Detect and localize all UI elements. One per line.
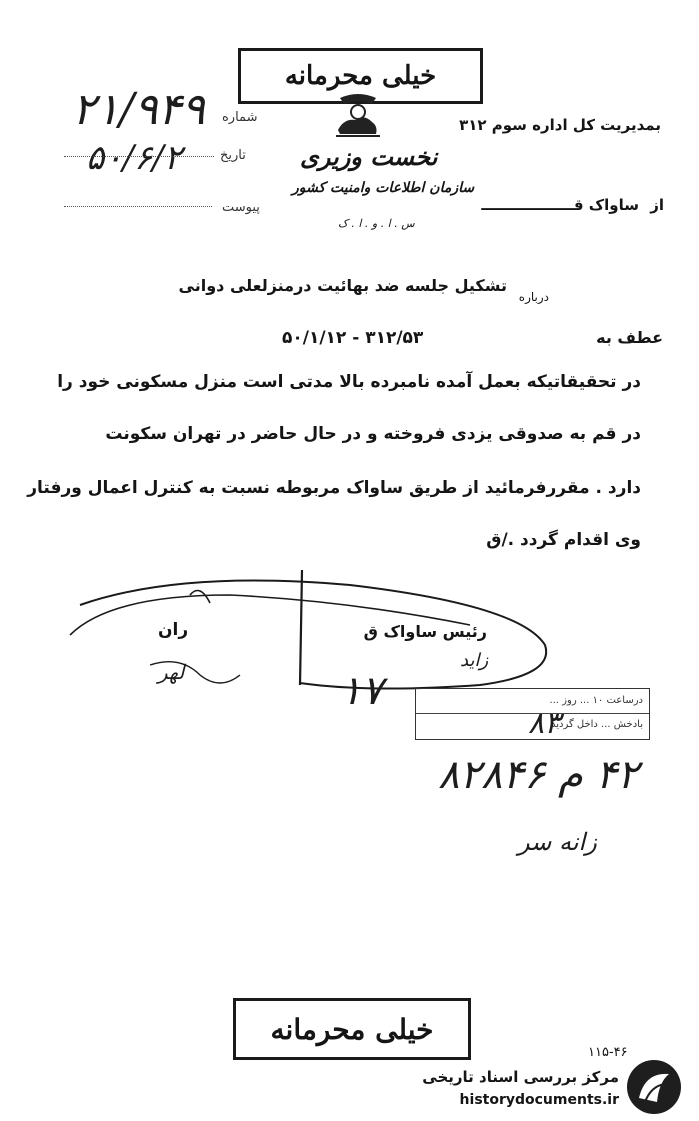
- handwritten-archive-code: ۴۲ م ۸۲۸۴۶: [438, 752, 639, 798]
- stamp-bottom-text: خیلی محرمانه: [270, 1012, 434, 1046]
- organization-abbreviation: س . ا . و . ا . ک: [338, 217, 415, 230]
- body-line-4: وی اقدام گردد ./ق: [486, 530, 641, 550]
- subject-label: درباره: [518, 290, 549, 304]
- archive-center-name: مرکز بررسی اسناد تاریخی: [422, 1068, 619, 1086]
- subject-value: تشکیل جلسه ضد بهائیت درمنزلعلی دوانی: [178, 276, 507, 295]
- body-line-3: دارد . مقررفرمائید از طریق ساواک مربوطه نسبت به کنترل اعمال ورفتار: [27, 478, 641, 498]
- date-label: تاریخ: [220, 148, 246, 163]
- signatory-title: رئیس ساواک ق: [363, 622, 487, 641]
- confidential-stamp-bottom: [233, 998, 471, 1060]
- receipt-row-1: درساعت ۱۰ ... روز ...: [549, 695, 643, 706]
- ministry-name: نخست وزیری: [300, 142, 438, 171]
- handwritten-note-3: زانه سر: [518, 828, 597, 856]
- recipient-line: بمدیریت کل اداره سوم ۳۱۲: [459, 116, 661, 134]
- reference-value: ۳۱۲/۵۳ - ۵۰/۱/۱۲: [282, 328, 424, 348]
- archive-logo-icon: [625, 1058, 683, 1116]
- reference-label: عطف به: [596, 328, 663, 347]
- letter-number-value: ۲۱/۹۴۹: [72, 84, 205, 135]
- page-code: ۱۱۵-۴۶: [588, 1045, 628, 1060]
- from-label: از: [650, 196, 664, 214]
- receipt-row-2: بادخش ... داخل گردید: [550, 719, 643, 730]
- attachment-label: پیوست: [222, 200, 260, 215]
- attachment-dotted-line: [64, 206, 212, 207]
- body-line-1: در تحقیقاتیکه بعمل آمده نامبرده بالا مدتی است منزل مسکونی خود را: [57, 372, 641, 392]
- organization-name: سازمان اطلاعات وامنیت کشور: [292, 180, 475, 196]
- handwritten-number-1: ۱۷: [340, 668, 383, 714]
- letter-date-value: ۵۰/۶/۲: [86, 138, 182, 178]
- handwritten-note-left: لهر: [158, 660, 185, 684]
- receipt-handwritten-number: ۸۳: [528, 706, 561, 741]
- from-value: ساواک ق: [573, 196, 639, 214]
- archive-website: historydocuments.ir: [459, 1092, 619, 1108]
- body-line-2: در قم به صدوقی یزدی فروخته و در حال حاضر در تهران سکونت: [105, 424, 641, 444]
- from-line: از ساواک قــــــــــــــــــ: [481, 196, 664, 214]
- number-label: شماره: [222, 110, 258, 125]
- lion-sun-emblem-icon: [330, 92, 386, 140]
- signatory-name: ران: [158, 620, 189, 640]
- date-dotted-line: [64, 156, 214, 157]
- handwritten-note-2: زاید: [460, 650, 489, 671]
- stamp-top-text: خیلی محرمانه: [284, 61, 437, 91]
